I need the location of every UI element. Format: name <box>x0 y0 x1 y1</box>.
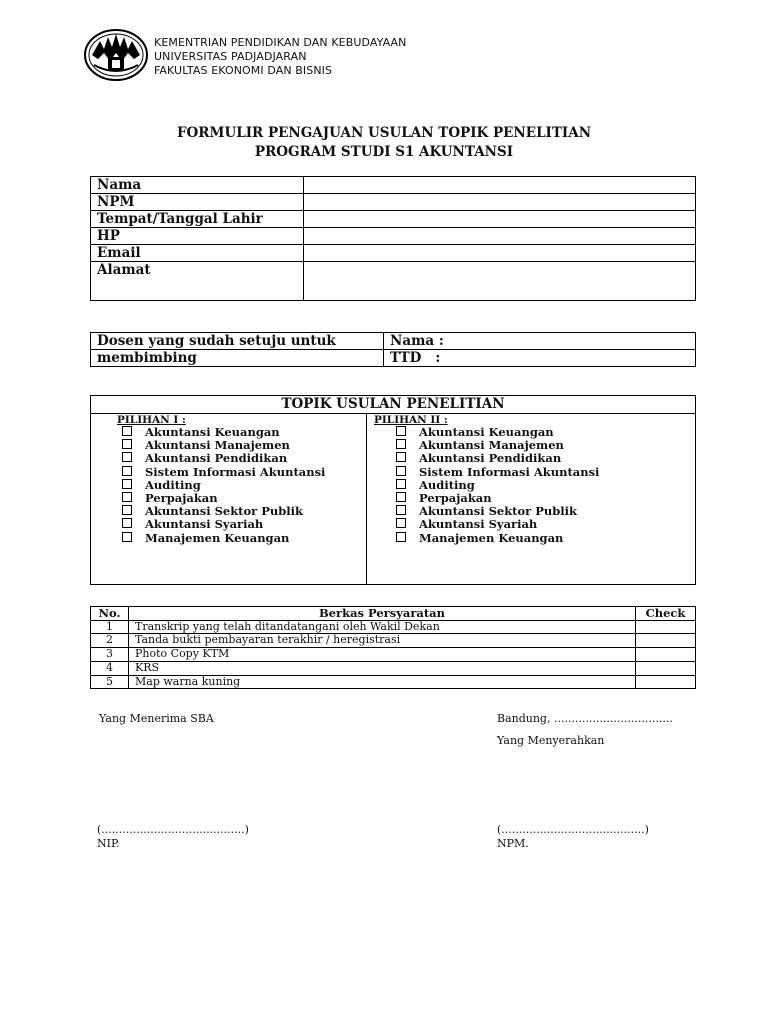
field-value-email[interactable] <box>304 245 696 262</box>
field-label-alamat: Alamat <box>91 262 304 301</box>
row-number: 3 <box>91 648 129 662</box>
option-label: Perpajakan <box>145 491 218 506</box>
supervisor-row-1 <box>91 333 696 350</box>
col-header-no: No. <box>91 607 129 621</box>
submitter-title: Yang Menyerahkan <box>497 734 605 747</box>
supervisor-label-line2: membimbing <box>91 350 384 367</box>
option-label: Akuntansi Syariah <box>419 517 538 532</box>
checkbox-icon[interactable] <box>122 466 132 476</box>
option-label: Akuntansi Manajemen <box>419 438 564 453</box>
table-row <box>91 620 696 634</box>
choice1-column <box>91 414 367 584</box>
row-check-cell[interactable] <box>636 675 696 689</box>
supervisor-name-field[interactable]: Nama : <box>384 333 696 350</box>
field-label-npm: NPM <box>91 194 304 211</box>
supervisor-table <box>90 332 696 367</box>
choice2-option[interactable] <box>396 532 695 545</box>
checkbox-icon[interactable] <box>396 505 406 515</box>
row-check-cell[interactable] <box>636 648 696 662</box>
checkbox-icon[interactable] <box>396 439 406 449</box>
university-name: UNIVERSITAS PADJADJARAN <box>154 50 307 63</box>
col-header-document: Berkas Persyaratan <box>129 607 636 621</box>
choice1-options <box>91 426 366 545</box>
form-title <box>0 124 768 162</box>
identity-row-hp <box>91 228 696 245</box>
field-value-alamat[interactable] <box>304 262 696 301</box>
institution-header <box>154 36 407 78</box>
row-document: Transkrip yang telah ditandatangani oleh Wakil Dekan <box>129 620 636 634</box>
option-label: Sistem Informasi Akuntansi <box>419 464 600 479</box>
identity-row-nama <box>91 177 696 194</box>
topic-heading: TOPIK USULAN PENELITIAN <box>91 396 695 414</box>
requirements-table <box>90 606 696 689</box>
option-label: Akuntansi Keuangan <box>419 425 554 439</box>
submitter-signature-blank[interactable]: (.........................................) <box>497 823 649 836</box>
form-title-line1: FORMULIR PENGAJUAN USULAN TOPIK PENELITIAN <box>176 125 592 141</box>
checkbox-icon[interactable] <box>396 492 406 502</box>
choice1-option[interactable] <box>122 532 366 545</box>
field-value-hp[interactable] <box>304 228 696 245</box>
checkbox-icon[interactable] <box>396 532 406 542</box>
option-label: Auditing <box>145 477 201 492</box>
row-check-cell[interactable] <box>636 661 696 675</box>
option-label: Manajemen Keuangan <box>419 530 564 545</box>
checkbox-icon[interactable] <box>396 452 406 462</box>
identity-row-ttl <box>91 211 696 228</box>
receiver-title: Yang Menerima SBA <box>99 712 214 725</box>
option-label: Manajemen Keuangan <box>145 530 290 545</box>
table-row <box>91 634 696 648</box>
option-label: Akuntansi Syariah <box>145 517 264 532</box>
receiver-nip-label: NIP. <box>97 837 120 850</box>
option-label: Perpajakan <box>419 491 492 506</box>
choice1-label: PILIHAN I : <box>117 414 186 426</box>
option-label: Akuntansi Sektor Publik <box>419 504 577 519</box>
supervisor-label-line1: Dosen yang sudah setuju untuk <box>91 333 384 350</box>
col-header-check: Check <box>636 607 696 621</box>
row-check-cell[interactable] <box>636 620 696 634</box>
choice2-column <box>367 414 695 584</box>
option-label: Akuntansi Sektor Publik <box>145 504 303 519</box>
field-value-npm[interactable] <box>304 194 696 211</box>
choice2-options <box>367 426 695 545</box>
checkbox-icon[interactable] <box>122 426 132 436</box>
form-title-line2: PROGRAM STUDI S1 AKUNTANSI <box>254 144 514 160</box>
table-row <box>91 675 696 689</box>
row-number: 1 <box>91 620 129 634</box>
checkbox-icon[interactable] <box>122 518 132 528</box>
row-document: Map warna kuning <box>129 675 636 689</box>
requirements-header-row <box>91 607 696 621</box>
checkbox-icon[interactable] <box>396 466 406 476</box>
option-label: Sistem Informasi Akuntansi <box>145 464 326 479</box>
row-number: 4 <box>91 661 129 675</box>
option-label: Akuntansi Manajemen <box>145 438 290 453</box>
supervisor-signature-field[interactable]: TTD : <box>384 350 696 367</box>
choice2-label: PILIHAN II : <box>374 414 448 426</box>
identity-row-email <box>91 245 696 262</box>
row-number: 5 <box>91 675 129 689</box>
submitter-npm-label: NPM. <box>497 837 529 850</box>
ministry-name: KEMENTRIAN PENDIDIKAN DAN KEBUDAYAAN <box>154 36 407 49</box>
option-label: Auditing <box>419 477 475 492</box>
checkbox-icon[interactable] <box>396 518 406 528</box>
receiver-signature-blank[interactable]: (.........................................) <box>97 823 249 836</box>
checkbox-icon[interactable] <box>122 505 132 515</box>
checkbox-icon[interactable] <box>122 492 132 502</box>
topic-selection-box <box>90 395 696 585</box>
option-label: Akuntansi Keuangan <box>145 425 280 439</box>
field-label-nama: Nama <box>91 177 304 194</box>
row-check-cell[interactable] <box>636 634 696 648</box>
place-date-field[interactable]: Bandung, .................................. <box>497 712 673 725</box>
field-value-ttl[interactable] <box>304 211 696 228</box>
university-emblem-icon <box>84 29 148 81</box>
field-label-email: Email <box>91 245 304 262</box>
identity-row-alamat <box>91 262 696 301</box>
option-label: Akuntansi Pendidikan <box>145 451 288 466</box>
row-document: KRS <box>129 661 636 675</box>
row-number: 2 <box>91 634 129 648</box>
field-label-ttl: Tempat/Tanggal Lahir <box>91 211 304 228</box>
table-row <box>91 648 696 662</box>
checkbox-icon[interactable] <box>122 452 132 462</box>
checkbox-icon[interactable] <box>396 479 406 489</box>
identity-row-npm <box>91 194 696 211</box>
faculty-name: FAKULTAS EKONOMI DAN BISNIS <box>154 64 333 77</box>
checkbox-icon[interactable] <box>122 439 132 449</box>
table-row <box>91 661 696 675</box>
field-label-hp: HP <box>91 228 304 245</box>
supervisor-row-2 <box>91 350 696 367</box>
field-value-nama[interactable] <box>304 177 696 194</box>
checkbox-icon[interactable] <box>396 426 406 436</box>
identity-table <box>90 176 696 301</box>
row-document: Photo Copy KTM <box>129 648 636 662</box>
row-document: Tanda bukti pembayaran terakhir / heregistrasi <box>129 634 636 648</box>
option-label: Akuntansi Pendidikan <box>419 451 562 466</box>
checkbox-icon[interactable] <box>122 479 132 489</box>
checkbox-icon[interactable] <box>122 532 132 542</box>
